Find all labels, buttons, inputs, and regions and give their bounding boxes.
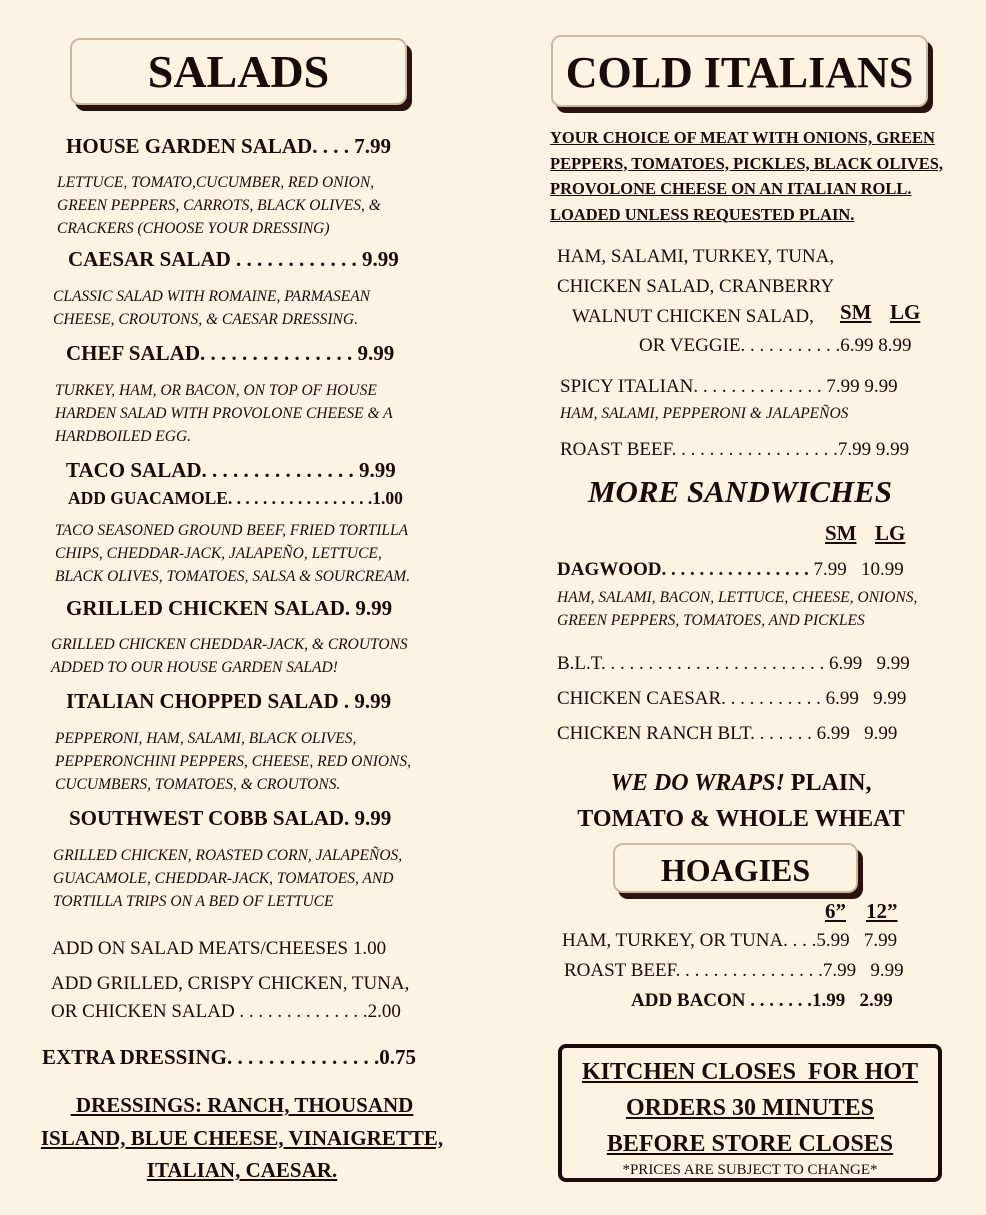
item-description: TURKEY, HAM, OR BACON, ON TOP OF HOUSE HARDEN SALAD WITH PROVOLONE CHEESE & A HARDBOILED EGG. xyxy=(55,382,393,445)
cold-meats-line2: CHICKEN SALAD, CRANBERRY xyxy=(557,276,835,297)
item-description: CLASSIC SALAD WITH ROMAINE, PARMASEAN CHEESE, CROUTONS, & CAESAR DRESSING. xyxy=(53,288,371,328)
menu-item-roast-beef: ROAST BEEF. . . . . . . . . . . . . . . . . .7.99 9.99 xyxy=(560,439,910,460)
size-header-sm: SM xyxy=(840,300,872,324)
menu-item-italian-chopped: ITALIAN CHOPPED SALAD . 9.99 xyxy=(66,689,392,713)
salads-title: SALADS xyxy=(147,46,330,97)
size-header-lg: LG xyxy=(890,300,921,324)
hoagies-title: HOAGIES xyxy=(660,852,811,888)
addon-grilled-line2: OR CHICKEN SALAD . . . . . . . . . . . . . .2.00 xyxy=(51,1001,401,1022)
size-header-sm: SM xyxy=(825,521,857,545)
hoagie-ham-turkey-tuna: HAM, TURKEY, OR TUNA. . . .5.99 7.99 xyxy=(562,930,898,951)
menu-item-chef: CHEF SALAD. . . . . . . . . . . . . . . 9.99 xyxy=(66,341,395,365)
cold-veggie: OR VEGGIE. . . . . . . . . . .6.99 8.99 xyxy=(639,335,912,356)
addon-guacamole: ADD GUACAMOLE. . . . . . . . . . . . . . . . .1.00 xyxy=(68,488,403,508)
wraps-note: WE DO WRAPS! PLAIN, TOMATO & WHOLE WHEAT xyxy=(577,770,905,832)
cold-italians-title-box xyxy=(551,35,928,107)
item-description: PEPPERONI, HAM, SALAMI, BLACK OLIVES, PEPPERONCHINI PEPPERS, CHEESE, RED ONIONS, CUCUMBERS, TOMATOES, & CROUTONS. xyxy=(55,730,412,793)
hoagies-title-box xyxy=(613,843,858,893)
spicy-italian-description: HAM, SALAMI, PEPPERONI & JALAPEÑOS xyxy=(560,405,849,422)
menu-item-taco: TACO SALAD. . . . . . . . . . . . . . . 9.99 xyxy=(66,458,396,482)
extra-dressing: EXTRA DRESSING. . . . . . . . . . . . . . .0.75 xyxy=(42,1045,416,1069)
cold-meats-line1: HAM, SALAMI, TURKEY, TUNA, xyxy=(557,246,835,267)
salads-title-box xyxy=(70,38,407,105)
dressings-list: DRESSINGS: RANCH, THOUSAND ISLAND, BLUE CHEESE, VINAIGRETTE, ITALIAN, CAESAR. xyxy=(40,1093,444,1182)
menu-item-house-garden: HOUSE GARDEN SALAD. . . . 7.99 xyxy=(66,134,391,158)
more-sandwiches-title: MORE SANDWICHES xyxy=(587,474,893,509)
size-header-12in: 12” xyxy=(866,899,898,923)
item-description: GRILLED CHICKEN, ROASTED CORN, JALAPEÑOS, GUACAMOLE, CHEDDAR-JACK, TOMATOES, AND TORTILLA TRIPS ON A BED OF LETTUCE xyxy=(53,847,403,910)
menu-item-chicken-ranch-blt: CHICKEN RANCH BLT. . . . . . . 6.99 9.99 xyxy=(557,723,898,744)
cold-italians-intro: YOUR CHOICE OF MEAT WITH ONIONS, GREEN PEPPERS, TOMATOES, PICKLES, BLACK OLIVES, PROVOLONE CHEESE ON AN ITALIAN ROLL. LOADED UNLESS REQUESTED PLAIN. xyxy=(550,128,944,224)
item-description: GRILLED CHICKEN CHEDDAR-JACK, & CROUTONS ADDED TO OUR HOUSE GARDEN SALAD! xyxy=(51,636,408,676)
menu-item-chicken-caesar: CHICKEN CAESAR. . . . . . . . . . . 6.99 9.99 xyxy=(557,688,907,709)
menu-item-spicy-italian: SPICY ITALIAN. . . . . . . . . . . . . . 7.99 9.99 xyxy=(560,376,898,397)
addon-grilled-line1: ADD GRILLED, CRISPY CHICKEN, TUNA, xyxy=(51,973,410,994)
menu-item-southwest-cobb: SOUTHWEST COBB SALAD. 9.99 xyxy=(69,806,392,830)
dagwood-description: HAM, SALAMI, BACON, LETTUCE, CHEESE, ONIONS, GREEN PEPPERS, TOMATOES, AND PICKLES xyxy=(557,589,918,629)
menu-item-grilled-chicken: GRILLED CHICKEN SALAD. 9.99 xyxy=(66,596,393,620)
kitchen-notice-box: KITCHEN CLOSES FOR HOT ORDERS 30 MINUTES BEFORE STORE CLOSES *PRICES ARE SUBJECT TO CHANGE* xyxy=(558,1044,942,1182)
item-description: LETTUCE, TOMATO,CUCUMBER, RED ONION, GREEN PEPPERS, CARROTS, BLACK OLIVES, & CRACKERS (CHOOSE YOUR DRESSING) xyxy=(57,174,381,237)
menu-item-dagwood: DAGWOOD. . . . . . . . . . . . . . . . 7.99 10.99 xyxy=(557,559,904,580)
menu-item-blt: B.L.T. . . . . . . . . . . . . . . . . . . . . . . . 6.99 9.99 xyxy=(557,653,910,674)
price-disclaimer: *PRICES ARE SUBJECT TO CHANGE* xyxy=(622,1162,878,1178)
cold-meats-line3: WALNUT CHICKEN SALAD, xyxy=(572,306,814,327)
size-header-lg: LG xyxy=(875,521,906,545)
addon-salad-meats: ADD ON SALAD MEATS/CHEESES 1.00 xyxy=(52,938,387,959)
menu-item-caesar: CAESAR SALAD . . . . . . . . . . . . 9.99 xyxy=(68,247,399,271)
item-description: TACO SEASONED GROUND BEEF, FRIED TORTILLA CHIPS, CHEDDAR-JACK, JALAPEÑO, LETTUCE, BLACK OLIVES, TOMATOES, SALSA & SOURCREAM. xyxy=(55,522,411,585)
hoagie-roast-beef: ROAST BEEF. . . . . . . . . . . . . . . .7.99 9.99 xyxy=(564,960,904,981)
hoagie-add-bacon: ADD BACON . . . . . . .1.99 2.99 xyxy=(631,990,893,1011)
cold-italians-title: COLD ITALIANS xyxy=(565,48,914,97)
size-header-6in: 6” xyxy=(825,899,846,923)
